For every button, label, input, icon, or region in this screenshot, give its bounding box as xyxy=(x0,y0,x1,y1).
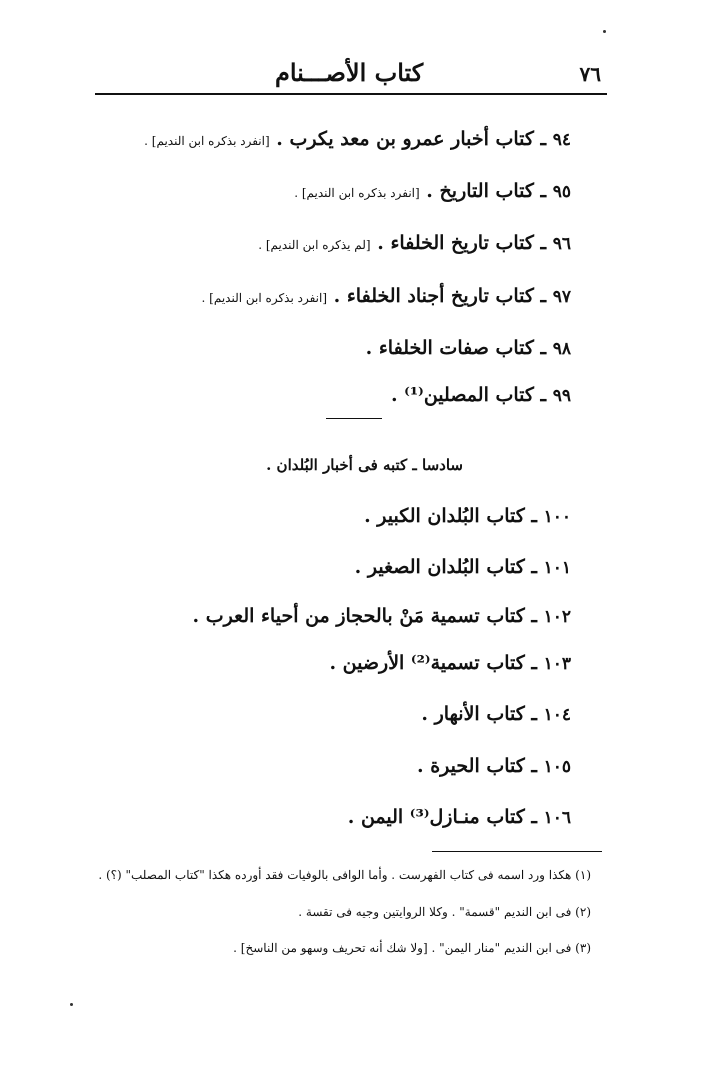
section-heading: سادسا ـ كتبه فى أخبار البُلدان . xyxy=(266,456,463,474)
entry-number: ١٠٦ xyxy=(543,808,571,828)
list-item xyxy=(294,180,571,202)
entry-title: ـ كتاب تسمية⁽²⁾ الأرضين . xyxy=(329,652,537,674)
entry-title: ـ كتاب تاريخ الخلفاء . xyxy=(377,232,547,254)
entry-title: ـ كتاب البُلدان الكبير . xyxy=(364,505,537,527)
speck xyxy=(603,30,606,33)
entry-number: ١٠١ xyxy=(543,558,571,578)
entry-number: ١٠٢ xyxy=(543,607,571,627)
list-item xyxy=(193,605,571,627)
entry-note: [انفرد بذكره ابن النديم] . xyxy=(201,291,327,305)
entry-number: ١٠٠ xyxy=(543,507,571,527)
list-item xyxy=(202,285,571,307)
list-item xyxy=(355,556,571,578)
entry-number: ٩٨ xyxy=(552,339,571,359)
list-item xyxy=(364,505,571,527)
entry-note: [لم يذكره ابن النديم] . xyxy=(258,238,371,252)
entry-title: ـ كتاب صفات الخلفاء . xyxy=(365,337,547,359)
list-item xyxy=(348,806,571,828)
list-item xyxy=(329,652,571,674)
footnote: (٣) فى ابن النديم "منار اليمن" . [ولا شك أنه تحريف وسهو من الناسخ] . xyxy=(233,941,591,955)
entry-number: ٩٥ xyxy=(552,182,571,202)
list-item xyxy=(421,703,571,725)
entry-title: ـ كتاب الأنهار . xyxy=(421,703,537,725)
entry-number: ١٠٣ xyxy=(543,654,571,674)
list-item xyxy=(366,337,571,359)
entry-number: ١٠٤ xyxy=(543,705,571,725)
speck xyxy=(70,1003,73,1006)
section-divider xyxy=(326,418,382,419)
entry-title: ـ كتاب البُلدان الصغير . xyxy=(354,556,537,578)
entry-title: ـ كتاب التاريخ . xyxy=(426,180,547,202)
entry-number: ٩٤ xyxy=(552,130,571,150)
footnote: (١) هكذا ورد اسمه فى كتاب الفهرست . وأما الوافى بالوفيات فقد أورده هكذا "كتاب المصلب" (؟) . xyxy=(98,868,591,882)
entry-number: ١٠٥ xyxy=(543,757,571,777)
entry-title: ـ كتاب منـازل⁽³⁾ اليمن . xyxy=(347,806,537,828)
entry-title: ـ كتاب المصلين⁽¹⁾ . xyxy=(390,384,547,406)
list-item xyxy=(258,232,571,254)
footnote-rule xyxy=(432,851,602,852)
entry-number: ٩٩ xyxy=(552,386,571,406)
page-header xyxy=(95,52,605,92)
entry-number: ٩٧ xyxy=(552,287,571,307)
entry-number: ٩٦ xyxy=(552,234,571,254)
page-number: ٧٦ xyxy=(579,62,601,86)
entry-title: ـ كتاب تسمية مَنْ بالحجاز من أحياء العرب . xyxy=(192,605,537,627)
header-rule xyxy=(95,93,607,95)
entry-title: ـ كتاب الحيرة . xyxy=(416,755,537,777)
entry-note: [انفرد بذكره ابن النديم] . xyxy=(144,134,270,148)
list-item xyxy=(144,128,571,150)
list-item xyxy=(417,755,571,777)
list-item xyxy=(391,384,571,406)
running-title: كتاب الأصـــنام xyxy=(275,58,424,87)
entry-note: [انفرد بذكره ابن النديم] . xyxy=(294,186,420,200)
footnote: (٢) فى ابن النديم "قسمة" . وكلا الروايتين وجيه فى تقسة . xyxy=(298,905,591,919)
entry-title: ـ كتاب تاريخ أجناد الخلفاء . xyxy=(333,285,547,307)
entry-title: ـ كتاب أخبار عمرو بن معد يكرب . xyxy=(276,128,547,150)
